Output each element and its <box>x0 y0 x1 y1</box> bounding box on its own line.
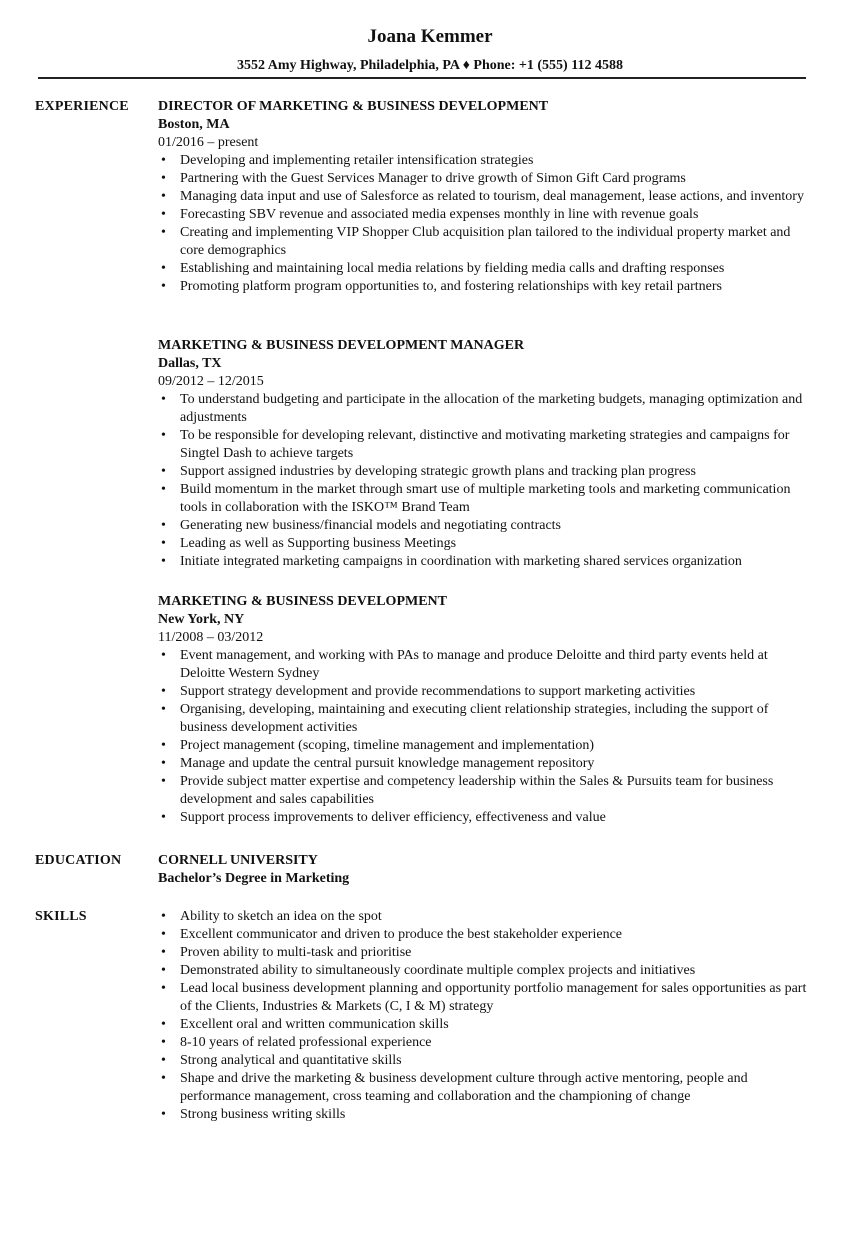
list-item <box>158 170 814 188</box>
list-item-text: Managing data input and use of Salesforce as related to tourism, deal management, lease actions, and inventory <box>180 189 804 204</box>
list-item <box>158 926 814 944</box>
experience-heading: EXPERIENCE <box>35 99 129 114</box>
list-item <box>158 701 814 737</box>
list-item-text: Establishing and maintaining local media relations by fielding media calls and drafting responses <box>180 261 725 276</box>
list-item-text: Provide subject matter expertise and competency leadership within the Sales & Pursuits team for business development and sales capabilities <box>180 774 774 807</box>
list-item-text: Lead local business development planning and opportunity portfolio management for sales opportunities as part of the Clients, Industries & Markets (C, I & M) strategy <box>180 981 807 1014</box>
header-divider <box>38 77 806 79</box>
bullet-icon: • <box>161 1017 166 1032</box>
job-entry <box>158 593 814 827</box>
list-item <box>158 737 814 755</box>
list-item-text: Ability to sketch an idea on the spot <box>180 909 382 924</box>
list-item <box>158 481 814 517</box>
bullet-icon: • <box>161 927 166 942</box>
bullet-icon: • <box>161 207 166 222</box>
list-item <box>158 553 814 571</box>
list-item <box>158 391 814 427</box>
bullet-icon: • <box>161 428 166 443</box>
bullet-icon: • <box>161 1071 166 1086</box>
list-item-text: Excellent oral and written communication skills <box>180 1017 449 1032</box>
school-name: CORNELL UNIVERSITY <box>158 853 318 868</box>
bullet-icon: • <box>161 554 166 569</box>
job-entry <box>158 98 814 296</box>
bullet-icon: • <box>161 464 166 479</box>
job-bullet-list <box>158 391 814 571</box>
bullet-icon: • <box>161 945 166 960</box>
list-item <box>158 427 814 463</box>
bullet-icon: • <box>161 225 166 240</box>
bullet-icon: • <box>161 392 166 407</box>
list-item-text: Strong analytical and quantitative skills <box>180 1053 402 1068</box>
bullet-icon: • <box>161 1035 166 1050</box>
list-item-text: Organising, developing, maintaining and executing client relationship strategies, including the support of business development activities <box>180 702 769 735</box>
list-item-text: Event management, and working with PAs to manage and produce Deloitte and third party events held at Deloitte Western Sydney <box>180 648 768 681</box>
list-item <box>158 908 814 926</box>
bullet-icon: • <box>161 171 166 186</box>
bullet-icon: • <box>161 738 166 753</box>
job-dates: 11/2008 – 03/2012 <box>158 630 264 645</box>
list-item-text: Creating and implementing VIP Shopper Club acquisition plan tailored to the individual property market and core demographics <box>180 225 791 258</box>
list-item <box>158 535 814 553</box>
list-item <box>158 463 814 481</box>
job-bullet-list <box>158 152 814 296</box>
list-item <box>158 1106 814 1124</box>
job-location: New York, NY <box>158 612 245 627</box>
list-item-text: Partnering with the Guest Services Manager to drive growth of Simon Gift Card programs <box>180 171 686 186</box>
list-item-text: Proven ability to multi-task and prioritise <box>180 945 412 960</box>
list-item <box>158 206 814 224</box>
skills-heading: SKILLS <box>35 909 87 924</box>
list-item-text: Forecasting SBV revenue and associated media expenses monthly in line with revenue goals <box>180 207 699 222</box>
job-title: MARKETING & BUSINESS DEVELOPMENT <box>158 594 447 609</box>
bullet-icon: • <box>161 518 166 533</box>
bullet-icon: • <box>161 702 166 717</box>
job-title: DIRECTOR OF MARKETING & BUSINESS DEVELOPMENT <box>158 99 549 114</box>
bullet-icon: • <box>161 482 166 497</box>
job-dates: 01/2016 – present <box>158 135 259 150</box>
list-item <box>158 224 814 260</box>
list-item <box>158 278 814 296</box>
list-item-text: Support process improvements to deliver efficiency, effectiveness and value <box>180 810 606 825</box>
skills-list <box>158 908 814 1124</box>
list-item-text: Support strategy development and provide recommendations to support marketing activities <box>180 684 696 699</box>
list-item-text: Demonstrated ability to simultaneously coordinate multiple complex projects and initiatives <box>180 963 696 978</box>
education-heading: EDUCATION <box>35 853 122 868</box>
bullet-icon: • <box>161 774 166 789</box>
contact-line: 3552 Amy Highway, Philadelphia, PA ♦ Phone: +1 (555) 112 4588 <box>237 58 623 73</box>
list-item-text: Support assigned industries by developing strategic growth plans and tracking plan progress <box>180 464 696 479</box>
list-item <box>158 809 814 827</box>
job-dates: 09/2012 – 12/2015 <box>158 374 264 389</box>
list-item <box>158 517 814 535</box>
list-item <box>158 188 814 206</box>
bullet-icon: • <box>161 810 166 825</box>
list-item <box>158 755 814 773</box>
list-item <box>158 260 814 278</box>
list-item-text: Project management (scoping, timeline management and implementation) <box>180 738 595 753</box>
candidate-name: Joana Kemmer <box>367 26 493 47</box>
bullet-icon: • <box>161 648 166 663</box>
list-item-text: Promoting platform program opportunities to, and fostering relationships with key retail partners <box>180 279 723 294</box>
bullet-icon: • <box>161 536 166 551</box>
list-item <box>158 1016 814 1034</box>
resume-header <box>0 26 860 75</box>
job-location: Boston, MA <box>158 117 230 132</box>
list-item-text: 8-10 years of related professional experience <box>180 1035 432 1050</box>
list-item-text: Generating new business/financial models and negotiating contracts <box>180 518 562 533</box>
bullet-icon: • <box>161 963 166 978</box>
list-item <box>158 152 814 170</box>
skills-body <box>158 908 814 1124</box>
list-item-text: Build momentum in the market through smart use of multiple marketing tools and marketing communication tools in collaboration with the ISKO™ Brand Team <box>180 482 791 515</box>
list-item-text: Shape and drive the marketing & business development culture through active mentoring, people and performance management, cross teaming and collaboration and the championing of change <box>180 1071 748 1104</box>
list-item <box>158 962 814 980</box>
list-item <box>158 980 814 1016</box>
job-bullet-list <box>158 647 814 827</box>
bullet-icon: • <box>161 981 166 996</box>
bullet-icon: • <box>161 1107 166 1122</box>
bullet-icon: • <box>161 756 166 771</box>
list-item-text: Leading as well as Supporting business Meetings <box>180 536 457 551</box>
list-item <box>158 1070 814 1106</box>
job-title: MARKETING & BUSINESS DEVELOPMENT MANAGER <box>158 338 525 353</box>
list-item-text: Initiate integrated marketing campaigns in coordination with marketing shared services organization <box>180 554 742 569</box>
list-item <box>158 944 814 962</box>
degree-name: Bachelor’s Degree in Marketing <box>158 871 350 886</box>
list-item-text: To be responsible for developing relevant, distinctive and motivating marketing strategies and campaigns for Singtel Dash to achieve targets <box>180 428 790 461</box>
bullet-icon: • <box>161 1053 166 1068</box>
job-entry <box>158 337 814 571</box>
list-item <box>158 683 814 701</box>
list-item <box>158 1034 814 1052</box>
education-body <box>158 852 814 888</box>
list-item-text: Strong business writing skills <box>180 1107 346 1122</box>
bullet-icon: • <box>161 279 166 294</box>
bullet-icon: • <box>161 261 166 276</box>
bullet-icon: • <box>161 189 166 204</box>
job-location: Dallas, TX <box>158 356 222 371</box>
list-item <box>158 647 814 683</box>
bullet-icon: • <box>161 909 166 924</box>
bullet-icon: • <box>161 153 166 168</box>
list-item-text: Developing and implementing retailer intensification strategies <box>180 153 534 168</box>
bullet-icon: • <box>161 684 166 699</box>
list-item-text: To understand budgeting and participate in the allocation of the marketing budgets, managing optimization and adjustments <box>180 392 803 425</box>
list-item <box>158 773 814 809</box>
list-item-text: Manage and update the central pursuit knowledge management repository <box>180 756 595 771</box>
list-item-text: Excellent communicator and driven to produce the best stakeholder experience <box>180 927 622 942</box>
list-item <box>158 1052 814 1070</box>
